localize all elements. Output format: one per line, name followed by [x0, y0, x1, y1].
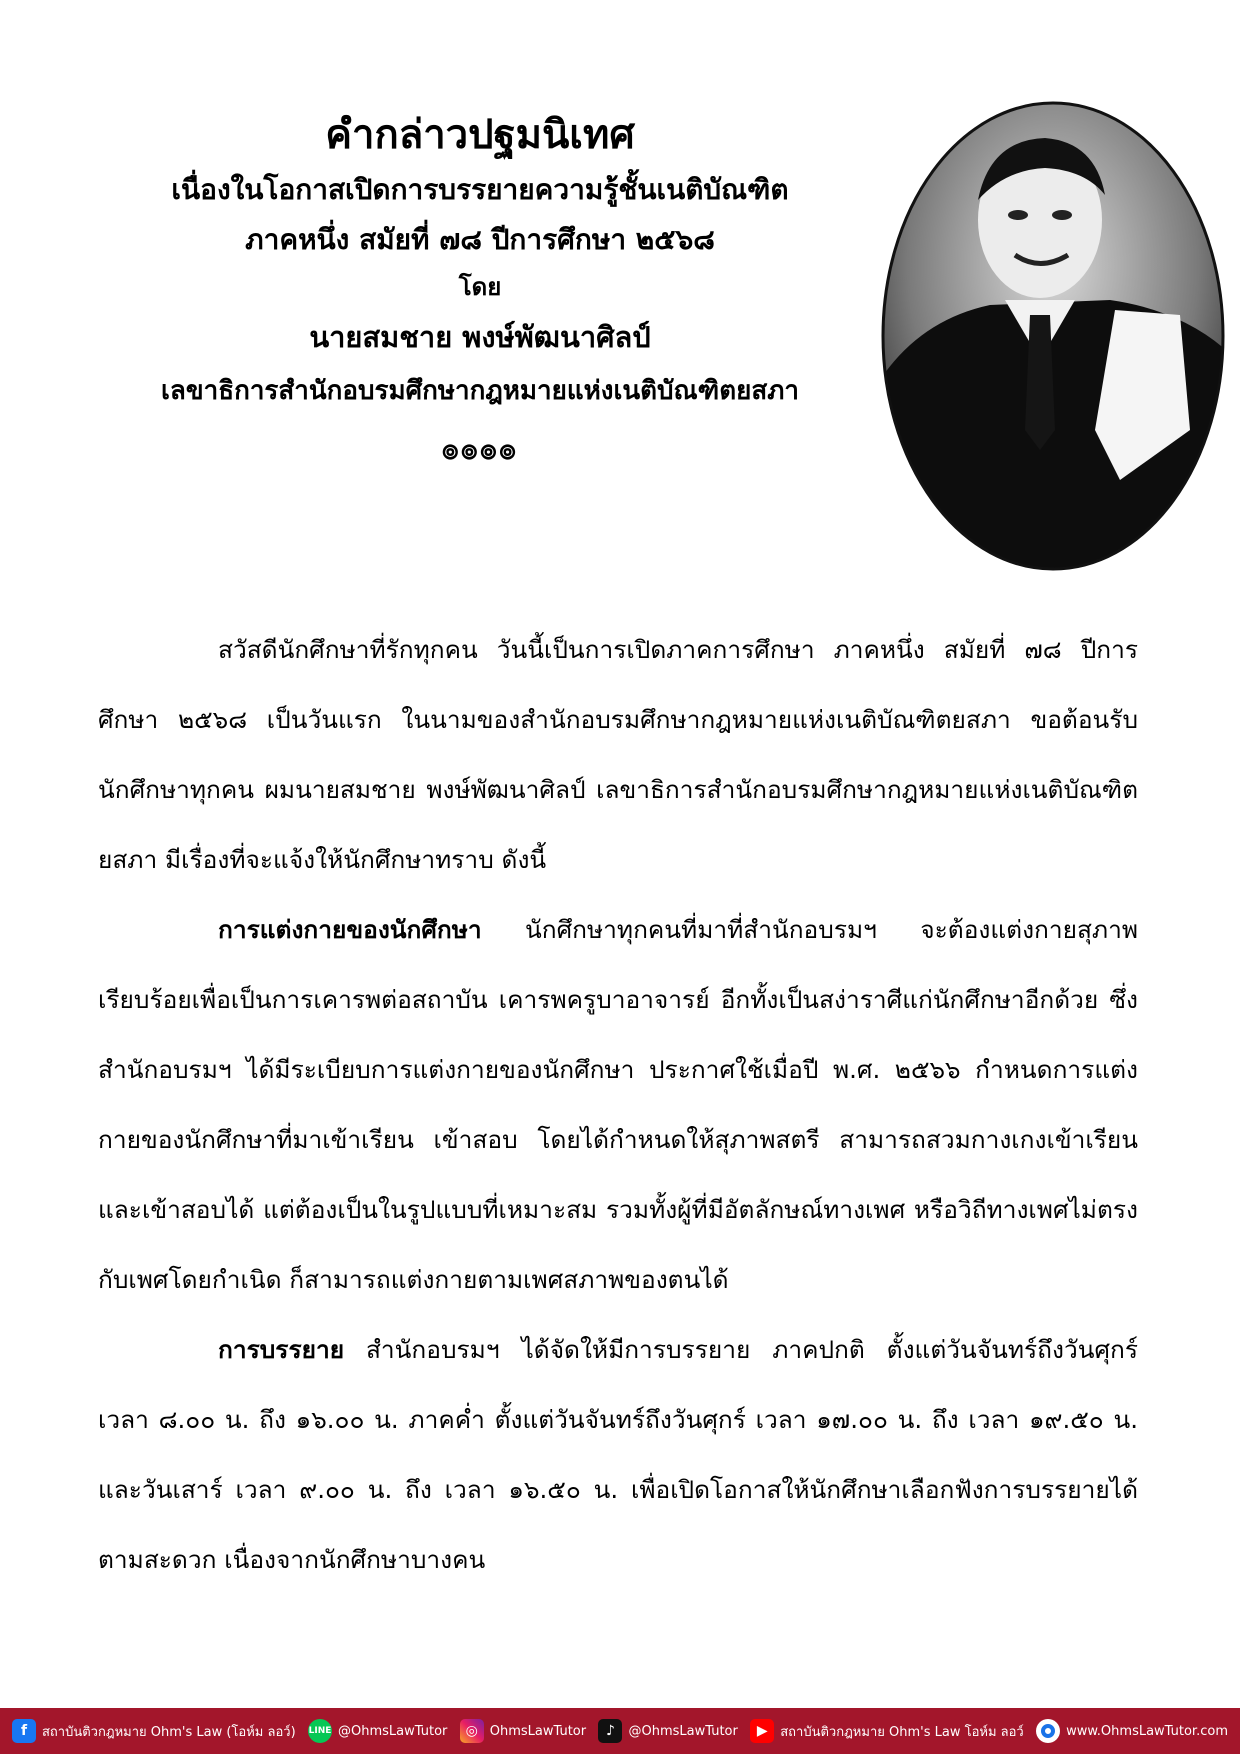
- semester-line: ภาคหนึ่ง สมัยที่ ๗๘ ปีการศึกษา ๒๕๖๘: [245, 223, 715, 256]
- facebook-icon: f: [12, 1719, 36, 1743]
- speaker-name: นายสมชาย พงษ์พัฒนาศิลป์: [309, 320, 651, 354]
- speaker-position: เลขาธิการสำนักอบรมศึกษากฎหมายแห่งเนติบัณฑิตยสภา: [161, 376, 799, 406]
- instagram-label: OhmsLawTutor: [489, 1723, 587, 1739]
- speech-body: [98, 615, 1138, 1595]
- paragraph-lectures: [98, 1315, 1138, 1595]
- lectures-heading: การบรรยาย: [218, 1335, 345, 1364]
- footer-line[interactable]: [308, 1719, 447, 1743]
- document-title: คำกล่าวปฐมนิเทศ: [325, 112, 635, 158]
- footer-website[interactable]: [1036, 1719, 1228, 1743]
- paragraph-greeting: สวัสดีนักศึกษาที่รักทุกคน วันนี้เป็นการเปิดภาคการศึกษา ภาคหนึ่ง สมัยที่ ๗๘ ปีการศึกษา ๒๕๖๘ เป็นวันแรก ในนามของสำนักอบรมศึกษากฎหมายแห่งเนติบัณฑิตยสภา ขอต้อนรับนักศึกษาทุกคน ผมนายสมชาย พงษ์พัฒนาศิลป์ เลขาธิการสำนักอบรมศึกษากฎหมายแห่งเนติบัณฑิตยสภา มีเรื่องที่จะแจ้งให้นักศึกษาทราบ ดังนี้: [98, 635, 1138, 874]
- instagram-icon: ◎: [460, 1719, 484, 1743]
- footer-tiktok[interactable]: [598, 1719, 737, 1743]
- ornament: ๏๏๏๏: [441, 433, 519, 466]
- lectures-text: สำนักอบรมฯ ได้จัดให้มีการบรรยาย ภาคปกติ ตั้งแต่วันจันทร์ถึงวันศุกร์ เวลา ๘.๐๐ น. ถึง ๑๖.๐๐ น. ภาคค่ำ ตั้งแต่วันจันทร์ถึงวันศุกร์ เวลา ๑๗.๐๐ น. ถึง เวลา ๑๙.๕๐ น. และวันเสาร์ เวลา ๙.๐๐ น. ถึง เวลา ๑๖.๕๐ น. เพื่อเปิดโอกาสให้นักศึกษาเลือกฟังการบรรยายได้ตามสะดวก เนื่องจากนักศึกษาบางคน: [98, 1335, 1138, 1574]
- dress-code-heading: การแต่งกายของนักศึกษา: [218, 915, 482, 944]
- line-label: @OhmsLawTutor: [338, 1723, 448, 1739]
- footer-instagram[interactable]: [460, 1719, 586, 1743]
- footer-youtube[interactable]: [750, 1719, 1024, 1743]
- line-icon: LINE: [308, 1719, 332, 1743]
- paragraph-dress-code: [98, 895, 1138, 1315]
- tiktok-label: @OhmsLawTutor: [628, 1723, 738, 1739]
- by-label: โดย: [458, 273, 502, 301]
- youtube-icon: ▶: [750, 1719, 774, 1743]
- youtube-label: สถาบันติวกฎหมาย Ohm's Law โอห์ม ลอว์: [780, 1724, 1024, 1740]
- footer-bar: [0, 1708, 1240, 1754]
- facebook-label: สถาบันติวกฎหมาย Ohm's Law (โอห์ม ลอว์): [42, 1724, 296, 1740]
- document-header: [80, 105, 880, 483]
- occasion-line: เนื่องในโอกาสเปิดการบรรยายความรู้ชั้นเนติบัณฑิต: [171, 173, 789, 206]
- dress-code-text: นักศึกษาทุกคนที่มาที่สำนักอบรมฯ จะต้องแต่งกายสุภาพเรียบร้อยเพื่อเป็นการเคารพต่อสถาบัน เคารพครูบาอาจารย์ อีกทั้งเป็นสง่าราศีแก่นักศึกษาอีกด้วย ซึ่งสำนักอบรมฯ ได้มีระเบียบการแต่งกายของนักศึกษา ประกาศใช้เมื่อปี พ.ศ. ๒๕๖๖ กำหนดการแต่งกายของนักศึกษาที่มาเข้าเรียน เข้าสอบ โดยได้กำหนดให้สุภาพสตรี สามารถสวมกางเกงเข้าเรียนและเข้าสอบได้ แต่ต้องเป็นในรูปแบบที่เหมาะสม รวมทั้งผู้ที่มีอัตลักษณ์ทางเพศ หรือวิถีทางเพศไม่ตรงกับเพศโดยกำเนิด ก็สามารถแต่งกายตามเพศสภาพของตนได้: [98, 915, 1138, 1294]
- website-label: www.OhmsLawTutor.com: [1066, 1723, 1228, 1739]
- speaker-portrait: [880, 100, 1226, 572]
- tiktok-icon: ♪: [598, 1719, 622, 1743]
- footer-facebook[interactable]: [12, 1719, 296, 1743]
- chrome-icon: [1036, 1719, 1060, 1743]
